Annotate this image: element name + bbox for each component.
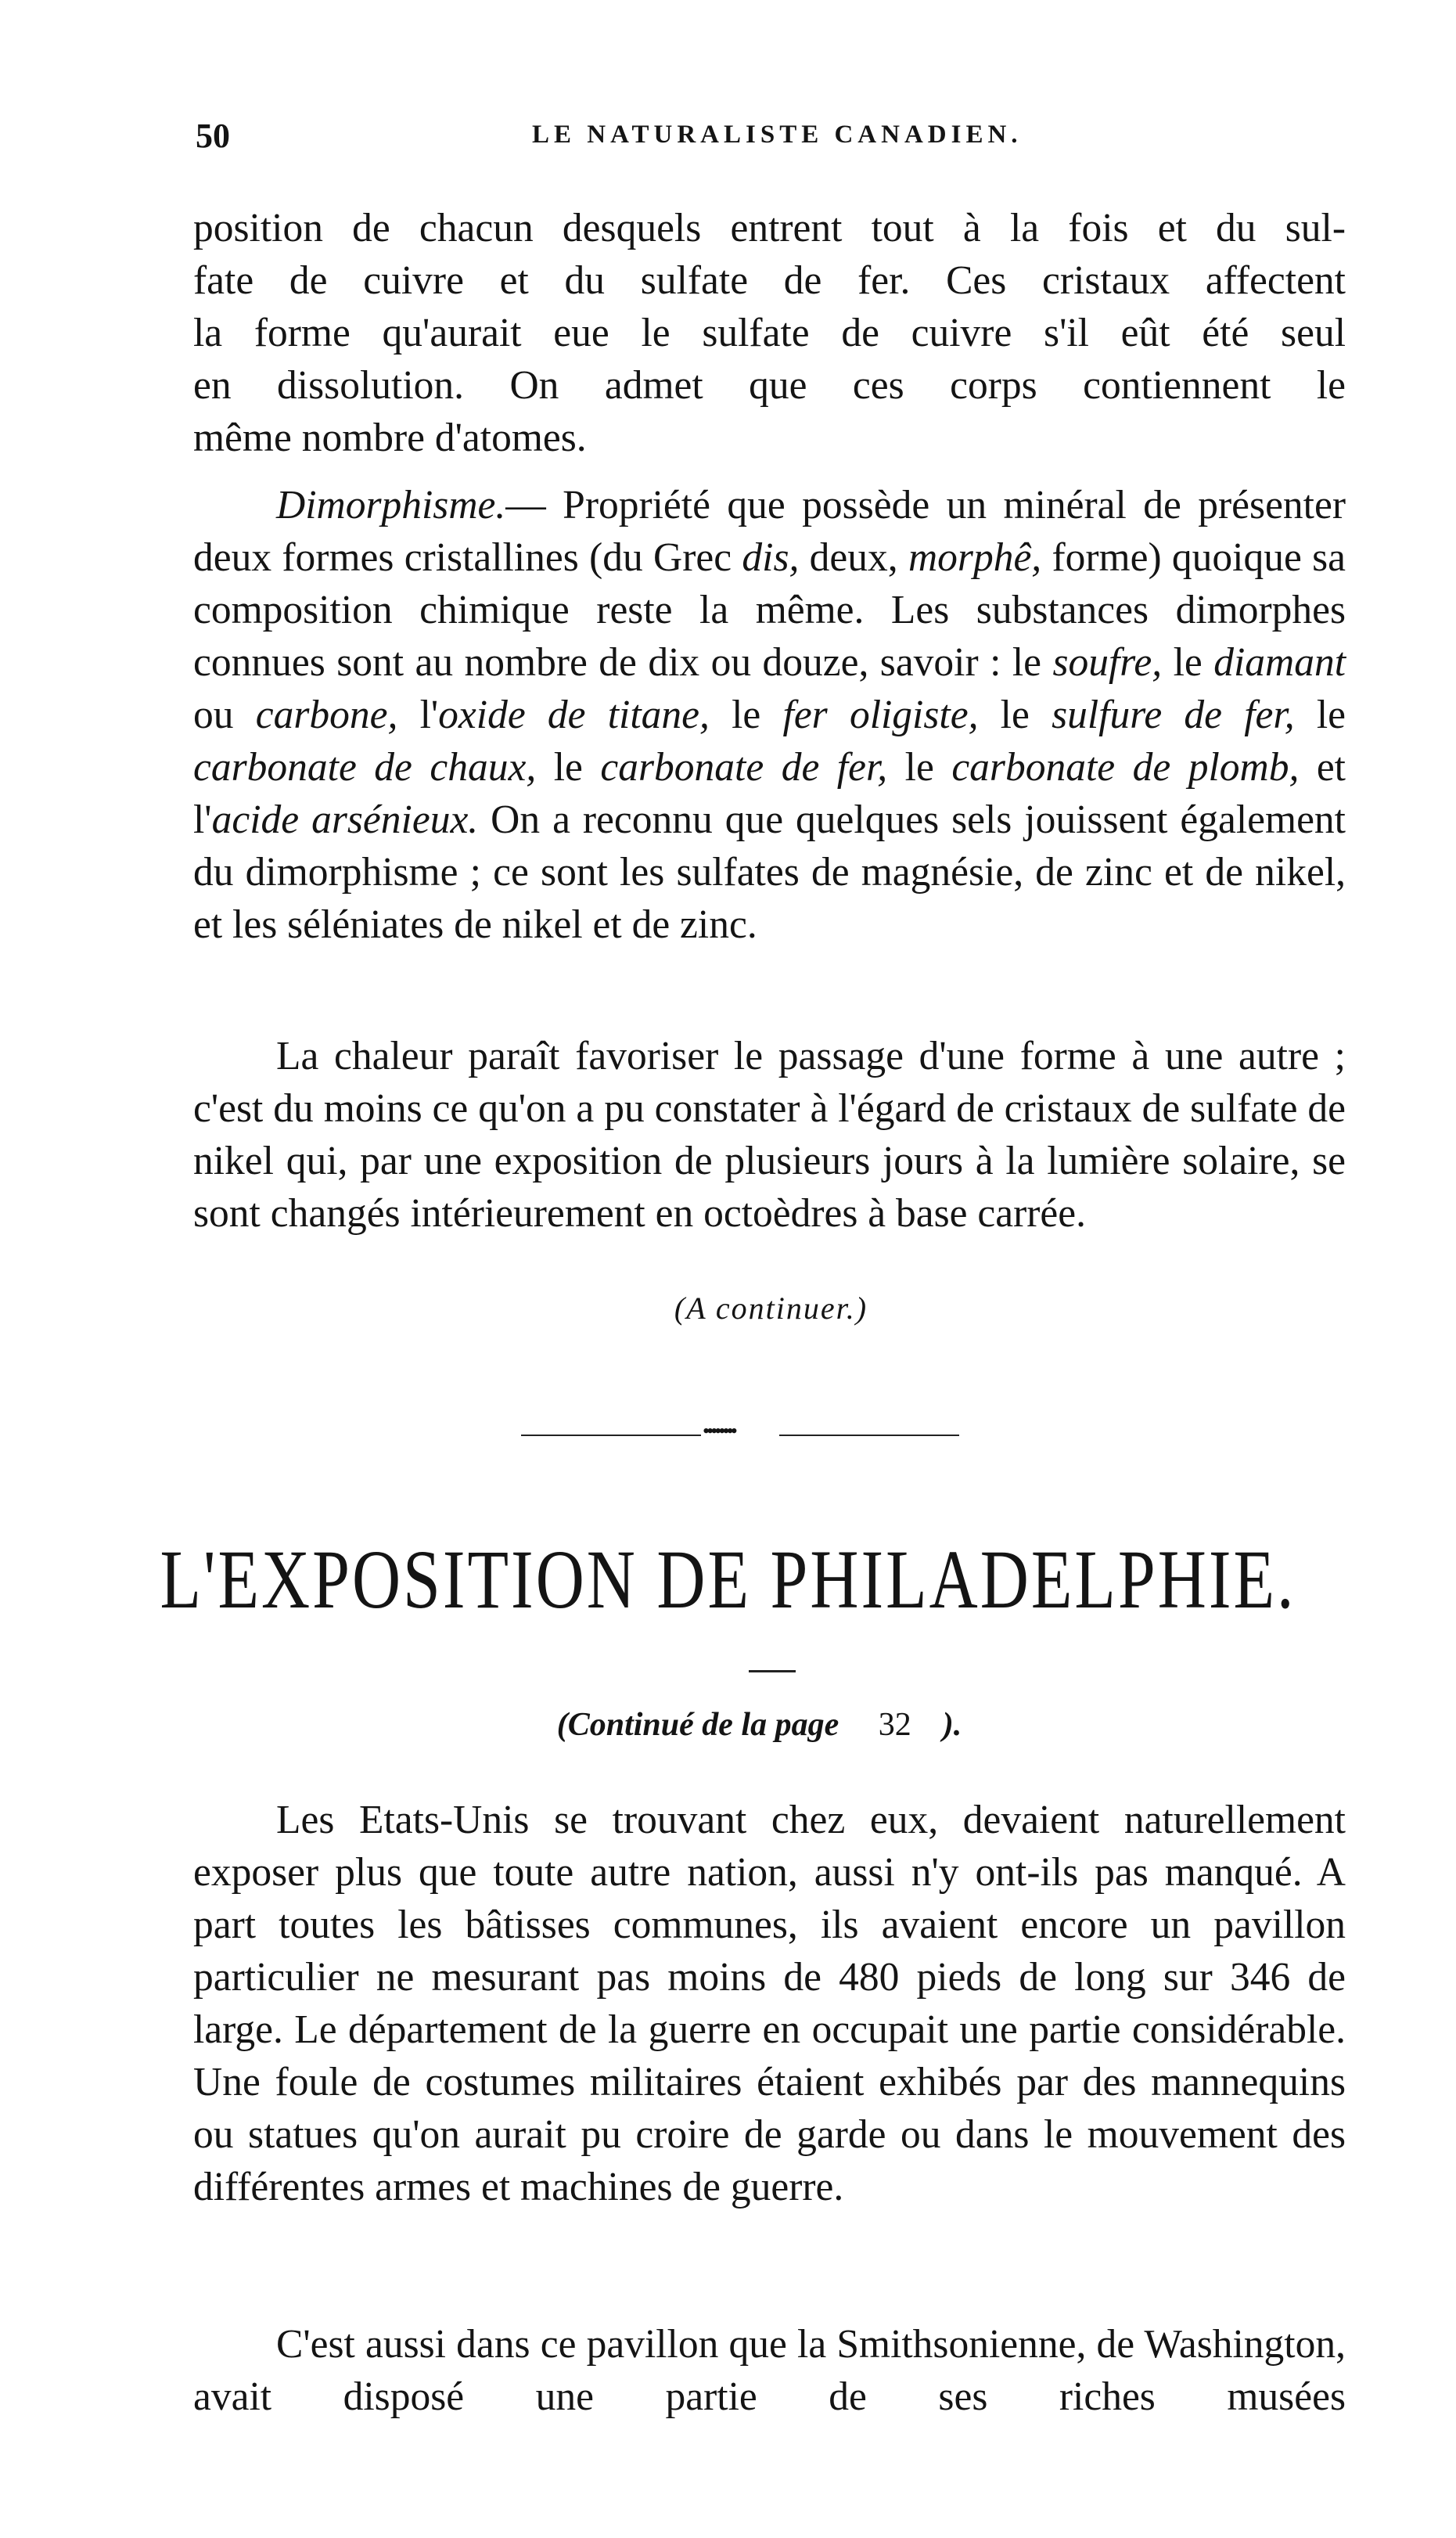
italic-term: soufre, xyxy=(1052,640,1163,685)
continued-from-text: (Continué de la page xyxy=(556,1707,839,1743)
text-line: même nombre d'atomes. xyxy=(193,416,587,460)
text-span: le xyxy=(536,745,601,790)
paragraph-chaleur: La chaleur paraît favoriser le passage d'une forme à une autre ; c'est du moins ce qu'on a pu constater à l'égard de cristaux de sulfate de nikel qui, par une exposition de plusieurs jours à la lumière solaire, se sont changés intérieurement en octoèdres à base carrée. xyxy=(193,1034,1346,1236)
text-span: le xyxy=(709,693,783,737)
italic-term: carbonate de fer, xyxy=(600,745,888,790)
italic-term: carbonate de plomb, xyxy=(951,745,1300,790)
section-divider xyxy=(521,1420,959,1443)
continued-from-note xyxy=(0,1706,1456,1744)
text-span: Propriété que possède un minéral de présenter deux formes cristallines (du Grec xyxy=(193,483,1346,580)
divider-rule xyxy=(779,1435,959,1436)
dash: — xyxy=(505,483,546,527)
article-paragraph: Les Etats-Unis se trouvant chez eux, devaient naturellement exposer plus que toute autre nation, aussi n'y ont-ils pas manqué. A part toutes les bâtisses communes, ils avaient encore un pavillon particulier ne mesurant pas moins de 480 pieds de long sur 346 de large. Le département de la guerre en occupait une partie considérable. Une foule de costumes militaires étaient exhibés par des mannequins ou statues qu'on aurait pu croire de garde ou dans le mouvement des différentes armes et machines de guerre. xyxy=(193,1798,1346,2209)
continued-from-close: ). xyxy=(942,1707,962,1743)
text-span: le xyxy=(1294,693,1346,737)
italic-term: diamant xyxy=(1213,640,1346,685)
italic-term: morphê, xyxy=(908,535,1042,580)
text-span: l' xyxy=(397,693,439,737)
divider-rule xyxy=(521,1435,701,1436)
divider-ornament-icon: •••••••• xyxy=(703,1420,735,1442)
text-line: la forme qu'aurait eue le sulfate de cuivre s'il eût été seul xyxy=(193,311,1346,355)
text-span: On a reconnu que quelques sels jouissent également du dimorphisme ; ce sont les sulfates de magnésie, de zinc et de nikel, et les séléniates de nikel et de zinc. xyxy=(193,797,1346,947)
to-be-continued xyxy=(0,1290,1456,1327)
journal-title: LE NATURALISTE CANADIEN. xyxy=(532,121,1023,149)
article-paragraph: C'est aussi dans ce pavillon que la Smithsonienne, de Washington, avait disposé une partie de ses riches musées xyxy=(193,2322,1346,2419)
running-head xyxy=(196,116,1342,163)
italic-term: sulfure de fer, xyxy=(1052,693,1295,737)
text-span: le xyxy=(1162,640,1214,685)
text-span: deux, xyxy=(799,535,908,580)
text-span: le xyxy=(887,745,952,790)
text-line: fate de cuivre et du sulfate de fer. Ces cristaux affectent xyxy=(193,258,1346,303)
italic-term: oxide de titane, xyxy=(438,693,710,737)
text-line: position de chacun desquels entrent tout à la fois et du sul- xyxy=(193,206,1346,250)
text-span: et l' xyxy=(193,745,1346,842)
italic-term: fer oligiste, xyxy=(782,693,979,737)
page-number: 50 xyxy=(196,117,230,155)
continued-from-page: 32 xyxy=(870,1707,911,1743)
section-title: L'EXPOSITION DE PHILADELPHIE. xyxy=(160,1532,1296,1626)
italic-term: acide arsénieux. xyxy=(211,797,479,842)
text-line: en dissolution. On admet que ces corps contiennent le xyxy=(193,363,1346,408)
title-rule xyxy=(749,1670,796,1672)
text-span: le xyxy=(978,693,1052,737)
italic-term: dis, xyxy=(742,535,800,580)
italic-term: carbone, xyxy=(255,693,398,737)
text-span: forme) quoique sa composition chimique reste la même. Les substances dimorphes connues sont au nombre de dix ou douze, savoir : le xyxy=(193,535,1346,685)
term-dimorphisme: Dimorphisme. xyxy=(276,483,506,527)
text-span: ou xyxy=(193,693,256,737)
to-be-continued-text: (A continuer.) xyxy=(674,1291,868,1326)
italic-term: carbonate de chaux, xyxy=(193,745,537,790)
paragraph-dimorphisme xyxy=(193,479,1346,951)
